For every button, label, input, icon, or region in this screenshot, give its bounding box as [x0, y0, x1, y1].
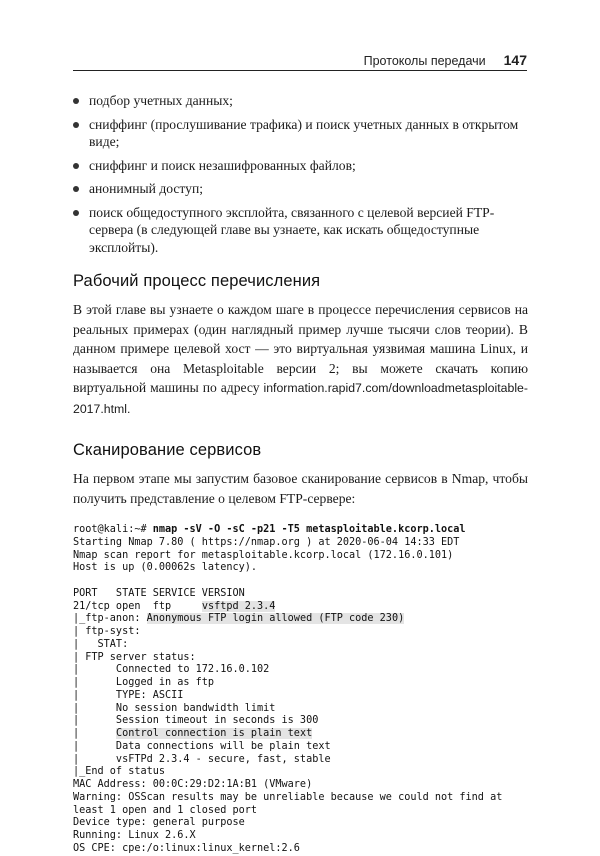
anon-highlight: Anonymous FTP login allowed (FTP code 230): [146, 613, 405, 625]
header-rule: [73, 70, 527, 71]
output-line: | No session bandwidth limit: [73, 702, 276, 714]
list-item: сниффинг (прослушивание трафика) и поиск учетных данных в открытом виде;: [73, 116, 528, 151]
output-line: least 1 open and 1 closed port: [73, 804, 258, 816]
section-heading-scanning: Сканирование сервисов: [73, 441, 262, 459]
output-line: | FTP server status:: [73, 651, 196, 663]
output-line: Device type: general purpose: [73, 817, 245, 829]
output-line: PORT STATE SERVICE VERSION: [73, 587, 245, 599]
list-item: поиск общедоступного эксплойта, связанного с целевой версией FTP-сервера (в следующей главе вы узнаете, как искать общедоступные эксплойты).: [73, 204, 528, 257]
output-line: |_End of status: [73, 766, 166, 778]
output-line: | STAT:: [73, 638, 129, 650]
output-line: Nmap scan report for metasploitable.kcorp.local (172.16.0.101): [73, 549, 454, 561]
page-number: 147: [503, 52, 527, 68]
list-item: анонимный доступ;: [73, 180, 528, 198]
bullet-icon: [73, 122, 79, 128]
page-body: [73, 92, 528, 856]
output-line: Starting Nmap 7.80 ( https://nmap.org ) at 2020-06-04 14:33 EDT: [73, 536, 460, 548]
control-line: | Control connection is plain text: [73, 728, 313, 739]
bullet-icon: [73, 186, 79, 192]
output-line: Host is up (0.00062s latency).: [73, 562, 258, 574]
output-line: | TYPE: ASCII: [73, 689, 184, 701]
control-highlight: Control connection is plain text: [115, 728, 313, 739]
running-header-title: Протоколы передачи: [363, 54, 486, 68]
output-line: | Connected to 172.16.0.102: [73, 664, 270, 676]
list-item: подбор учетных данных;: [73, 92, 528, 110]
bullet-icon: [73, 163, 79, 169]
output-line: | Session timeout in seconds is 300: [73, 715, 319, 727]
output-line: Warning: OSScan results may be unreliable because we could not find at: [73, 791, 503, 803]
output-line: [73, 575, 528, 588]
command-line: root@kali:~# nmap -sV -O -sC -p21 -T5 metasploitable.kcorp.local: [73, 524, 466, 535]
section-paragraph-enumeration: В этой главе вы узнаете о каждом шаге в процессе перечисления сервисов на реальных примерах (один наглядный пример лучше тысячи слов теории). В данном примере целевой хост — это виртуальная уязвимая машина Linux, и называется она Metasploitable версии 2; вы можете скачать копию виртуальной машины по адресу information.rapid7.com/downloadmetasploitable-2017.html.: [73, 302, 528, 416]
output-line: | vsFTPd 2.3.4 - secure, fast, stable: [73, 753, 331, 765]
bullet-list: [73, 92, 528, 256]
bullet-icon: [73, 98, 79, 104]
output-line: | ftp-syst:: [73, 626, 141, 637]
download-link[interactable]: information.rapid7.com/downloadmetasploitable-2017.html.: [73, 381, 528, 416]
section-paragraph-scanning: На первом этапе мы запустим базовое сканирование сервисов в Nmap, чтобы получить представление о целевом FTP-сервере:: [73, 471, 528, 506]
port-line: 21/tcp open ftp vsftpd 2.3.4: [73, 600, 276, 612]
output-line: | Logged in as ftp: [73, 677, 215, 688]
version-highlight: vsftpd 2.3.4: [201, 600, 276, 612]
terminal-output: [73, 524, 528, 856]
anon-line: |_ftp-anon: Anonymous FTP login allowed (FTP code 230): [73, 613, 405, 625]
list-item: сниффинг и поиск незашифрованных файлов;: [73, 157, 528, 175]
output-line: | Data connections will be plain text: [73, 740, 331, 752]
output-line: MAC Address: 00:0C:29:D2:1A:B1 (VMware): [73, 779, 313, 790]
running-header: [73, 52, 527, 68]
output-line: Running: Linux 2.6.X: [73, 830, 196, 841]
section-heading-enumeration: Рабочий процесс перечисления: [73, 272, 321, 290]
bullet-icon: [73, 210, 79, 216]
output-line: OS CPE: cpe:/o:linux:linux_kernel:2.6: [73, 842, 300, 854]
